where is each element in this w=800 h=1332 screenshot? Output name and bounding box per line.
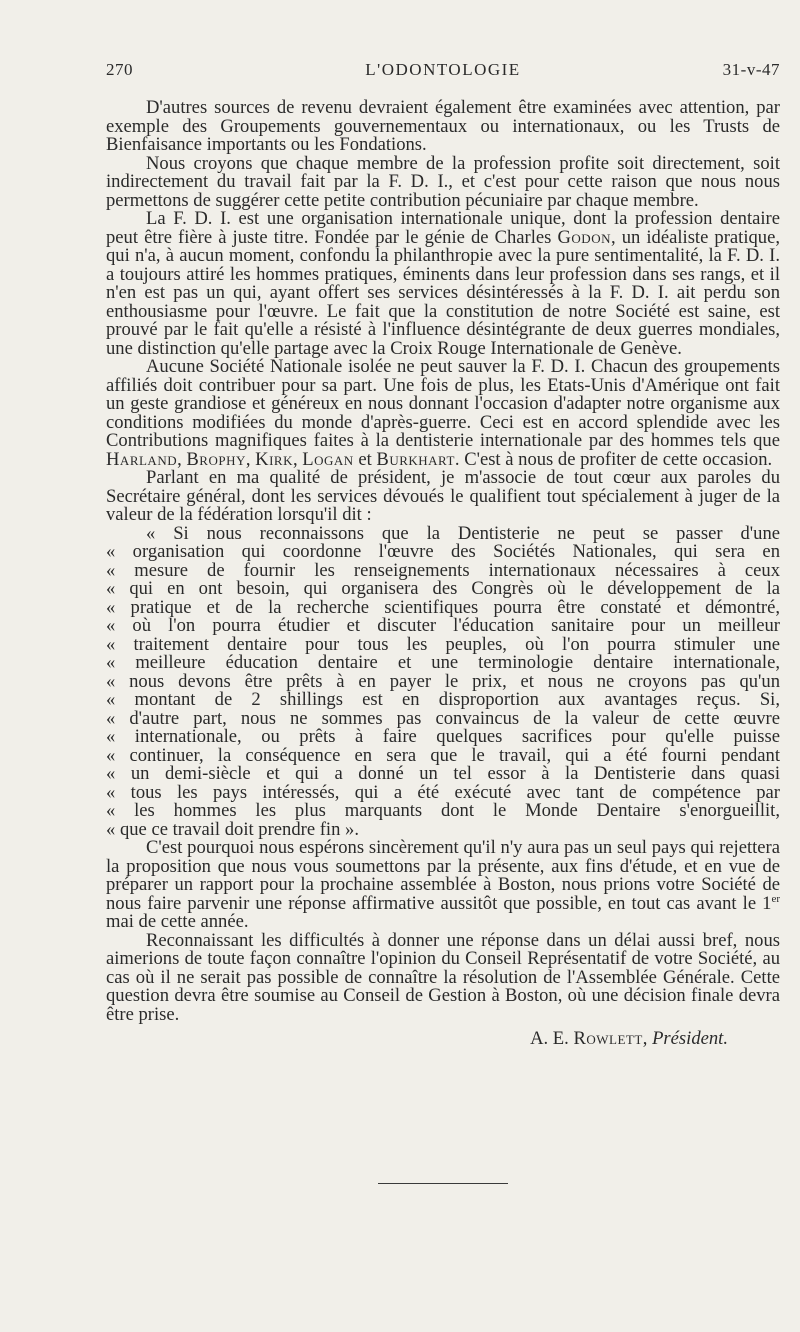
quote-line: « un demi-siècle et qui a donné un tel essor à la Dentisterie dans quasi — [106, 763, 780, 784]
person-name: Burkhart — [376, 448, 455, 470]
text-run: La F. D. I. est une organisation internationale unique, dont la profession dentaire peut être fière à juste titre. Fondée par le génie de Charles — [106, 208, 780, 248]
signatory-initials: A. E. — [530, 1028, 574, 1049]
text-run: et — [353, 448, 377, 470]
text-run: C'est pourquoi nous espérons sincèrement qu'il n'y aura pas un seul pays qui rejettera la proposition que nous vous soumettons par la présente, aux fins d'étude, et en vue de préparer un rapport pour la prochaine assemblée à Boston, nous prions votre Société de nous faire parvenir une réponse affirmative aussitôt que possible, en tout cas avant le 1 — [106, 837, 780, 914]
quote-line: « pratique et de la recherche scientifiques pourra être constaté et démontré, — [106, 596, 780, 618]
person-name: Godon — [557, 226, 611, 248]
quote-line: « mesure de fournir les renseignements internationaux nécessaires à ceux — [106, 559, 780, 581]
text-run: Aucune Société Nationale isolée ne peut sauver la F. D. I. Chacun des groupements affiliés doit contribuer pour sa part. Une fois de plus, les Etats-Unis d'Amérique ont fait un geste grandiose et généreux en nous donnant l'occasion d'adapter notre organisme aux conditions modifiées du monde d'après-guerre. Ceci est en accord splendide avec les Contributions magnifiques faites à la dentisterie internationale par des hommes tels que — [106, 356, 780, 451]
quote-line: « où l'on pourra étudier et discuter l'éducation sanitaire pour un meilleur — [106, 615, 780, 636]
person-name: Kirk — [255, 448, 293, 470]
quote-line: « d'autre part, nous ne sommes pas convaincus de la valeur de cette œuvre — [106, 707, 780, 729]
text-run: , — [177, 448, 187, 470]
quote-line: « tous les pays intéressés, qui a été exécuté avec tant de compétence par — [106, 781, 780, 803]
quote-line: « meilleure éducation dentaire et une terminologie dentaire internationale, — [106, 652, 780, 673]
quote-line: « continuer, la conséquence en sera que le travail, qui a été fourni pendant — [106, 744, 780, 766]
text-run: . C'est à nous de profiter de cette occasion. — [454, 448, 773, 470]
signature — [106, 1030, 780, 1049]
quote-line: « nous devons être prêts à en payer le prix, et nous ne croyons pas qu'un — [106, 670, 780, 692]
quote-line: « organisation qui coordonne l'œuvre des Sociétés Nationales, qui sera en — [106, 541, 780, 562]
quote-line: « que ce travail doit prendre fin ». — [106, 818, 359, 840]
page-number: 270 — [106, 60, 133, 79]
section-divider — [378, 1183, 508, 1184]
signatory-name: Rowlett — [573, 1028, 643, 1049]
person-name: Logan — [302, 448, 354, 470]
ordinal-suffix: er — [771, 892, 780, 905]
issue-date: 31-v-47 — [722, 60, 780, 79]
text-run: , — [292, 448, 303, 470]
paragraph — [106, 210, 780, 358]
text-run: , — [245, 448, 256, 470]
article-body — [106, 99, 780, 1049]
paragraph: Nous croyons que chaque membre de la profession profite soit directement, soit indirectement du travail fait par la F. D. I., et c'est pour cette raison que nous nous permettons de suggérer cette petite contribution pécuniaire par chaque membre. — [106, 152, 780, 211]
paragraph: Reconnaissant les difficultés à donner une réponse dans un délai aussi bref, nous aimerions de toute façon connaître l'opinion du Conseil Représentatif de votre Société, au cas où il ne serait pas possible de connaître la résolution de l'Assemblée Générale. Cette question devra être soumise au Conseil de Gestion à Boston, où une décision finale devra être prise. — [106, 929, 780, 1025]
quotation — [106, 522, 780, 840]
person-name: Brophy — [186, 448, 246, 470]
paragraph — [106, 839, 780, 932]
running-header — [106, 60, 780, 86]
quote-line: « internationale, ou prêts à faire quelques sacrifices pour qu'elle puisse — [106, 726, 780, 747]
text-run: , un idéaliste pratique, qui n'a, à aucun moment, confondu la philanthropie avec la pure sentimentalité, la F. D. I. a toujours attiré les hommes pratiques, éminents dans leur profession dans ses rangs, et il n'en est pas un qui, ayant offert ses services désintéressés à la F. D. I. ait perdu son enthousiasme pour l'œuvre. Le fait que la constitution de notre Société est saine, est prouvé par le fait qu'elle a résisté à l'influence désintégrante de deux guerres mondiales, une distinction qu'elle partage avec la Croix Rouge Internationale de Genève. — [106, 226, 781, 359]
signatory-title: Président. — [652, 1028, 728, 1049]
signature-separator: , — [642, 1028, 653, 1049]
quote-line: « montant de 2 shillings est en disproportion aux avantages reçus. Si, — [106, 689, 780, 710]
person-name: Harland — [106, 448, 178, 470]
journal-title: L'ODONTOLOGIE — [365, 60, 521, 79]
quote-line: « traitement dentaire pour tous les peuples, où l'on pourra stimuler une — [106, 633, 780, 655]
text-run: mai de cette année. — [106, 911, 249, 932]
paragraph: Parlant en ma qualité de président, je m'associe de tout cœur aux paroles du Secrétaire général, dont les services dévoués le qualifient tout spécialement à juger de la valeur de la fédération lorsqu'il dit : — [106, 467, 780, 525]
quote-line: « les hommes les plus marquants dont le Monde Dentaire s'enorgueillit, — [106, 800, 780, 821]
quote-line: « Si nous reconnaissons que la Dentisterie ne peut se passer d'une — [146, 522, 780, 544]
quote-line: « qui en ont besoin, qui organisera des Congrès où le développement de la — [106, 578, 780, 599]
paragraph: D'autres sources de revenu devraient également être examinées avec attention, par exemple des Groupements gouvernementaux ou internationaux, ou les Trusts de Bienfaisance importants ou les Fondations. — [106, 97, 780, 155]
paragraph — [106, 358, 780, 469]
